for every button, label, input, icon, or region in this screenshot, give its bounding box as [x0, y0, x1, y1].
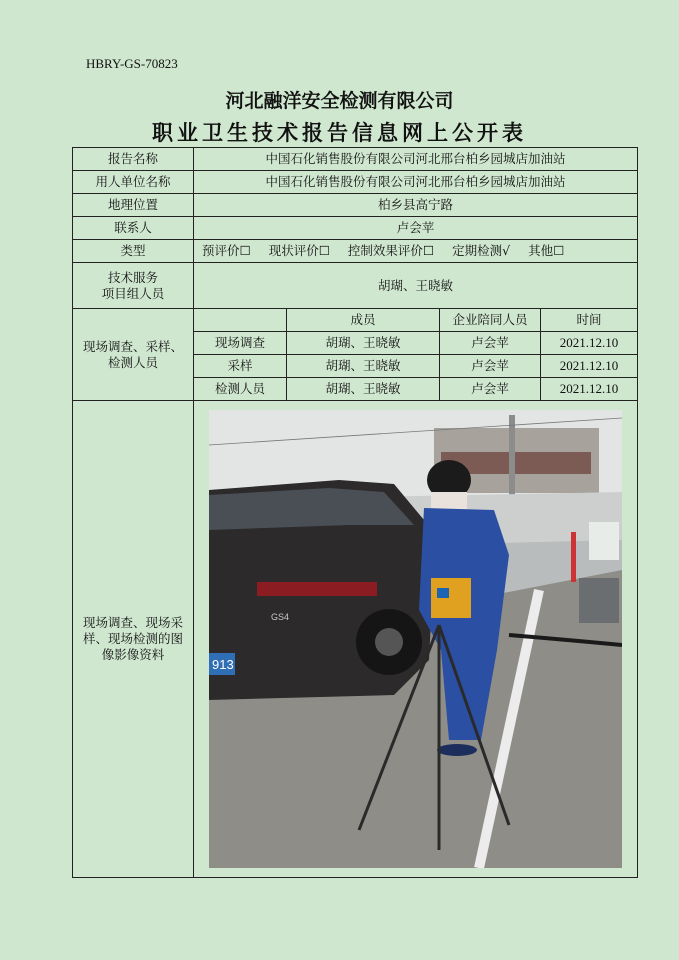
row-type [73, 240, 638, 263]
report-name-value: 中国石化销售股份有限公司河北邢台柏乡园城店加油站 [194, 148, 638, 171]
survey-stage: 检测人员 [194, 378, 287, 401]
row-location [73, 194, 638, 217]
survey-date: 2021.12.10 [541, 355, 638, 378]
survey-label [73, 309, 194, 401]
car-wheel-rim [375, 628, 403, 656]
survey-header-date: 时间 [541, 309, 638, 332]
type-option-periodic: 定期检测√ [452, 243, 511, 258]
license-plate-text: 913 [212, 657, 234, 672]
row-photo [73, 401, 638, 878]
team-label [73, 263, 194, 309]
survey-members: 胡瑚、王晓敏 [287, 378, 440, 401]
contact-value: 卢会苹 [194, 217, 638, 240]
row-employer [73, 171, 638, 194]
survey-companion: 卢会苹 [440, 378, 541, 401]
worker-face [431, 492, 467, 510]
employer-value: 中国石化销售股份有限公司河北邢台柏乡园城店加油站 [194, 171, 638, 194]
type-option-current: 现状评价☐ [268, 243, 330, 258]
survey-date: 2021.12.10 [541, 332, 638, 355]
survey-header-companion: 企业陪同人员 [440, 309, 541, 332]
row-contact [73, 217, 638, 240]
survey-companion: 卢会苹 [440, 355, 541, 378]
photo-label [73, 401, 194, 878]
type-option-other: 其他☐ [528, 243, 565, 258]
barrier-post [571, 532, 576, 582]
page-title: 职业卫生技术报告信息网上公开表 [152, 120, 527, 145]
photo-cell [194, 401, 638, 878]
car-taillight [257, 582, 377, 596]
car-badge: GS4 [271, 612, 290, 622]
location-label: 地理位置 [73, 194, 194, 217]
pump-island [579, 578, 619, 623]
team-label-line2: 项目组人员 [101, 285, 165, 301]
instrument-panel [437, 588, 449, 598]
site-photo [209, 410, 622, 868]
team-value: 胡瑚、王晓敏 [194, 263, 638, 309]
photo-label-line1: 现场调查、现场采 [82, 615, 183, 630]
location-value: 柏乡县高宁路 [194, 194, 638, 217]
type-option-control: 控制效果评价☐ [347, 243, 435, 258]
contact-label: 联系人 [73, 217, 194, 240]
survey-label-line1: 现场调查、采样、 [82, 338, 183, 354]
survey-stage: 采样 [194, 355, 287, 378]
survey-stage: 现场调查 [194, 332, 287, 355]
survey-header-members: 成员 [287, 309, 440, 332]
team-label-line1: 技术服务 [107, 269, 158, 285]
employer-label: 用人单位名称 [73, 171, 194, 194]
document-code: HBRY-GS-70823 [86, 56, 178, 71]
survey-members: 胡瑚、王晓敏 [287, 332, 440, 355]
report-name-label: 报告名称 [73, 148, 194, 171]
utility-pole [509, 415, 515, 495]
survey-date: 2021.12.10 [541, 378, 638, 401]
car-windows [209, 488, 414, 530]
photo-label-line3: 像影像资料 [101, 647, 165, 662]
type-options [194, 240, 638, 263]
survey-members: 胡瑚、王晓敏 [287, 355, 440, 378]
survey-companion: 卢会苹 [440, 332, 541, 355]
company-name: 河北融洋安全检测有限公司 [225, 90, 454, 112]
info-table [72, 147, 638, 878]
survey-label-line2: 检测人员 [107, 354, 158, 370]
worker-shoes [437, 744, 477, 756]
type-label: 类型 [73, 240, 194, 263]
row-team [73, 263, 638, 309]
type-option-pre: 预评价☐ [202, 243, 251, 258]
photo-label-line2: 样、现场检测的图 [82, 631, 183, 646]
row-report-name [73, 148, 638, 171]
survey-header-row [73, 309, 638, 332]
survey-header-blank [194, 309, 287, 332]
fuel-pump [589, 522, 619, 560]
